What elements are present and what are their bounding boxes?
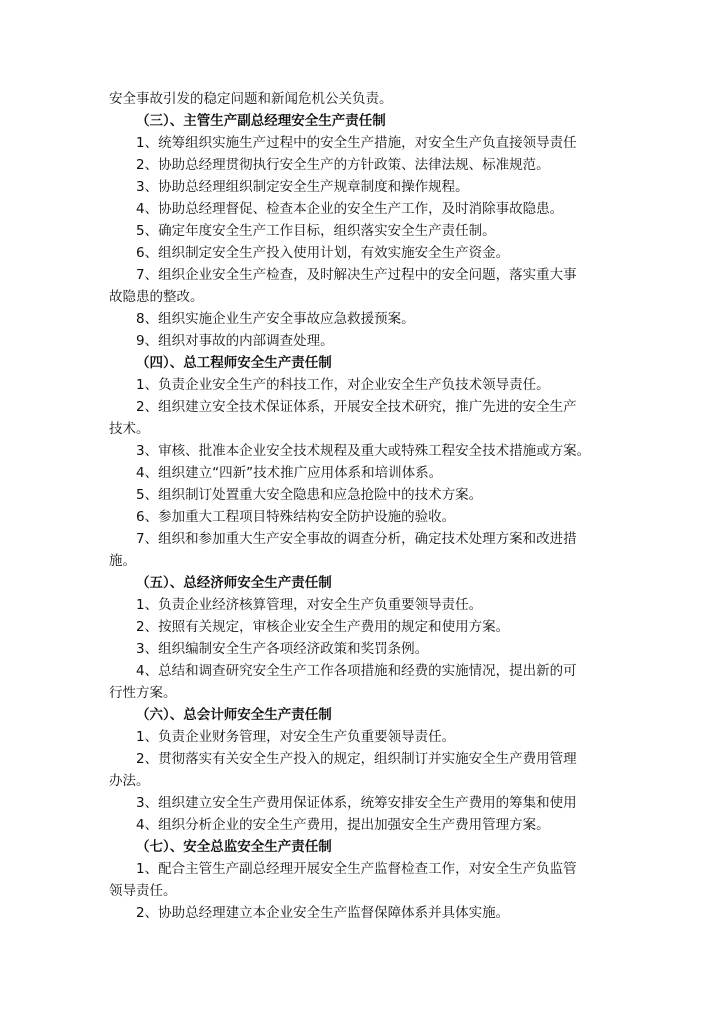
list-item: 2、贯彻落实有关安全生产投入的规定，组织制订并实施安全生产费用管理 — [136, 751, 577, 767]
section-heading-5: （五）、总经济师安全生产责任制 — [136, 575, 332, 591]
list-item: 7、组织和参加重大生产安全事故的调查分析，确定技术处理方案和改进措 — [136, 531, 577, 547]
section-heading-4: （四）、总工程师安全生产责任制 — [136, 355, 332, 371]
list-item: 5、确定年度安全生产工作目标，组织落实安全生产责任制。 — [136, 223, 496, 239]
list-item: 6、组织制定安全生产投入使用计划，有效实施安全生产资金。 — [136, 245, 510, 261]
continuation-line: 行性方案。 — [109, 685, 177, 701]
list-item: 4、组织分析企业的安全生产费用，提出加强安全生产费用管理方案。 — [136, 817, 550, 833]
document-body — [109, 88, 619, 924]
list-item: 9、组织对事故的内部调查处理。 — [136, 333, 334, 349]
list-item: 4、总结和调查研究安全生产工作各项措施和经费的实施情况，提出新的可 — [136, 663, 577, 679]
list-item: 2、协助总经理建立本企业安全生产监督保障体系并具体实施。 — [136, 905, 510, 921]
list-item: 6、参加重大工程项目特殊结构安全防护设施的验收。 — [136, 509, 456, 525]
list-item: 2、协助总经理贯彻执行安全生产的方针政策、法律法规、标准规范。 — [136, 157, 550, 173]
list-item: 1、配合主管生产副总经理开展安全生产监督检查工作，对安全生产负监管 — [136, 861, 577, 877]
list-item: 1、负责企业安全生产的科技工作，对企业安全生产负技术领导责任。 — [136, 377, 550, 393]
section-heading-7: （七）、安全总监安全生产责任制 — [136, 839, 332, 855]
continuation-line: 领导责任。 — [109, 883, 177, 899]
continuation-line: 办法。 — [109, 773, 150, 789]
list-item: 8、组织实施企业生产安全事故应急救援预案。 — [136, 311, 415, 327]
list-item: 3、协助总经理组织制定安全生产规章制度和操作规程。 — [136, 179, 469, 195]
list-item: 3、组织建立安全生产费用保证体系，统筹安排安全生产费用的筹集和使用 — [136, 795, 577, 811]
section-heading-3: （三）、主管生产副总经理安全生产责任制 — [136, 113, 386, 129]
list-item: 1、负责企业财务管理，对安全生产负重要领导责任。 — [136, 729, 456, 745]
continuation-line: 技术。 — [109, 421, 150, 437]
list-item: 1、统筹组织实施生产过程中的安全生产措施，对安全生产负直接领导责任 — [136, 135, 577, 151]
continuation-line: 施。 — [109, 553, 136, 569]
list-item: 5、组织制订处置重大安全隐患和应急抢险中的技术方案。 — [136, 487, 483, 503]
section-heading-6: （六）、总会计师安全生产责任制 — [136, 707, 332, 723]
list-item: 2、组织建立安全技术保证体系，开展安全技术研究，推广先进的安全生产 — [136, 399, 577, 415]
list-item: 3、审核、批准本企业安全技术规程及重大或特殊工程安全技术措施或方案。 — [136, 443, 591, 459]
list-item: 4、组织建立“四新”技术推广应用体系和培训体系。 — [136, 465, 443, 481]
list-item: 7、组织企业安全生产检查，及时解决生产过程中的安全问题，落实重大事 — [136, 267, 577, 283]
list-item: 3、组织编制安全生产各项经济政策和奖罚条例。 — [136, 641, 429, 657]
list-item: 2、按照有关规定，审核企业安全生产费用的规定和使用方案。 — [136, 619, 510, 635]
paragraph-line: 安全事故引发的稳定问题和新闻危机公关负责。 — [109, 91, 393, 107]
list-item: 1、负责企业经济核算管理，对安全生产负重要领导责任。 — [136, 597, 483, 613]
list-item: 4、协助总经理督促、检查本企业的安全生产工作，及时消除事故隐患。 — [136, 201, 564, 217]
continuation-line: 故隐患的整改。 — [109, 289, 204, 305]
